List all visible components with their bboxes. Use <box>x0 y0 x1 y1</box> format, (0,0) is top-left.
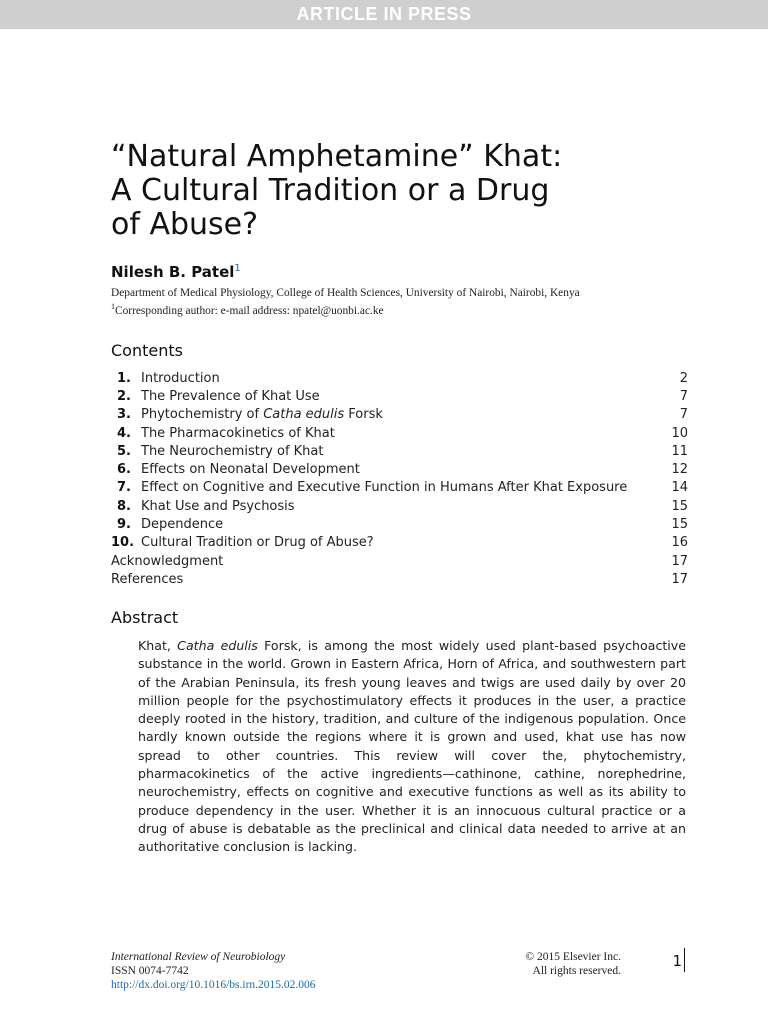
toc-entry-page: 16 <box>671 535 688 551</box>
toc-entry-number: 3. <box>117 407 131 423</box>
toc-entry[interactable] <box>111 387 688 405</box>
journal-name: International Review of Neurobiology <box>111 951 286 963</box>
toc-entry[interactable] <box>111 442 688 460</box>
abstract-text <box>138 637 686 857</box>
author-name: Nilesh B. Patel <box>111 263 235 281</box>
toc-entry-number: 4. <box>117 425 131 441</box>
toc-entry-label-species: Catha edulis <box>263 407 345 423</box>
abstract-body: Forsk, is among the most widely used plant-based psychoactive substance in the world. Grown in Eastern Africa, Horn of Africa, and southwestern part of the Arabian Peninsula, its fresh young leaves and twigs are used daily by over 20 million people for the psychostimulatory effects it produces in the user, a practice deeply rooted in the history, tradition, and culture of the indigenous population. Once hardly known outside the regions where it is grown and used, khat use has now spread to other countries. This review will cover the, phytochemistry, pharmacokinetics of the active ingredients—cathinone, cathine, norephedrine, neurochemistry, effects on cognitive and executive functions as well as its ability to produce dependency in the user. Whether it is an innocuous cultural practice or a drug of abuse is debatable as the preclinical and clinical data needed to arrive at an authoritative conclusion is lacking. <box>138 638 687 855</box>
abstract-species: Catha edulis <box>177 638 258 653</box>
toc-entry[interactable] <box>111 406 688 424</box>
toc-entry-page: 7 <box>679 388 688 404</box>
toc-entry-page: 11 <box>671 443 688 459</box>
toc-entry-label-part: Forsk <box>344 407 383 423</box>
toc-entry-label: Effect on Cognitive and Executive Function in Humans After Khat Exposure <box>141 480 628 496</box>
toc-entry-label: Cultural Tradition or Drug of Abuse? <box>141 535 374 551</box>
toc-entry[interactable] <box>111 369 688 387</box>
title-line: A Cultural Tradition or a Drug <box>111 173 550 208</box>
toc-entry[interactable] <box>111 570 688 588</box>
table-of-contents <box>111 369 688 589</box>
toc-entry-number: 1. <box>117 370 131 386</box>
toc-entry-page: 17 <box>671 571 688 587</box>
toc-entry-page: 10 <box>671 425 688 441</box>
toc-entry-page: 14 <box>671 480 688 496</box>
toc-entry-label: The Prevalence of Khat Use <box>141 388 320 404</box>
toc-entry[interactable] <box>111 479 688 497</box>
toc-entry-page: 15 <box>671 498 688 514</box>
toc-entry-number: 6. <box>117 462 131 478</box>
toc-entry-label: Introduction <box>141 370 220 386</box>
toc-entry-label: Khat Use and Psychosis <box>141 498 295 514</box>
corresponding-marker: 1 <box>111 302 115 311</box>
toc-entry[interactable] <box>111 424 688 442</box>
issn: ISSN 0074-7742 <box>111 965 189 977</box>
abstract-lead: Khat, <box>138 638 178 653</box>
toc-entry[interactable] <box>111 460 688 478</box>
abstract-heading: Abstract <box>111 608 179 627</box>
title-line: of Abuse? <box>111 207 259 242</box>
toc-entry-label: Acknowledgment <box>111 553 224 569</box>
toc-entry-label: The Neurochemistry of Khat <box>141 443 324 459</box>
toc-entry-label: The Pharmacokinetics of Khat <box>141 425 335 441</box>
toc-entry-number: 7. <box>117 480 131 496</box>
toc-entry-page: 7 <box>679 407 688 423</box>
page-number: 1 <box>666 948 685 972</box>
toc-entry-page: 17 <box>671 553 688 569</box>
affiliation-line: Department of Medical Physiology, College of Health Sciences, University of Nairobi, Nairobi, Kenya <box>111 287 580 299</box>
toc-entry-page: 12 <box>671 462 688 478</box>
toc-entry-number: 8. <box>117 498 131 514</box>
toc-entry-label-part: Phytochemistry of <box>141 407 264 423</box>
article-in-press-banner: ARTICLE IN PRESS <box>0 0 768 29</box>
corresponding-author-text: Corresponding author: e-mail address: npatel@uonbi.ac.ke <box>115 304 384 317</box>
footer-copyright <box>500 950 621 978</box>
toc-entry[interactable] <box>111 497 688 515</box>
toc-entry-number: 2. <box>117 388 131 404</box>
contents-heading: Contents <box>111 341 183 360</box>
copyright-line: © 2015 Elsevier Inc. <box>525 951 621 963</box>
title-line: “Natural Amphetamine” Khat: <box>111 139 563 174</box>
footer-journal-info <box>111 950 316 992</box>
toc-entry-number: 10. <box>111 535 135 551</box>
toc-entry-label: Effects on Neonatal Development <box>141 462 360 478</box>
toc-entry[interactable] <box>111 552 688 570</box>
toc-entry[interactable] <box>111 515 688 533</box>
doi-link[interactable]: http://dx.doi.org/10.1016/bs.irn.2015.02.006 <box>111 979 316 991</box>
toc-entry-page: 15 <box>671 517 688 533</box>
toc-entry-label <box>141 407 658 422</box>
affiliations <box>111 286 711 318</box>
toc-entry-number: 5. <box>117 443 131 459</box>
author <box>111 263 241 281</box>
rights-line: All rights reserved. <box>532 965 621 977</box>
author-affiliation-marker[interactable]: 1 <box>234 263 241 274</box>
toc-entry-label: References <box>111 571 184 587</box>
article-title <box>111 140 711 242</box>
toc-entry-page: 2 <box>679 370 688 386</box>
corresponding-author-line <box>111 300 711 318</box>
toc-entry[interactable] <box>111 534 688 552</box>
toc-entry-label: Dependence <box>141 517 224 533</box>
toc-entry-number: 9. <box>117 517 131 533</box>
